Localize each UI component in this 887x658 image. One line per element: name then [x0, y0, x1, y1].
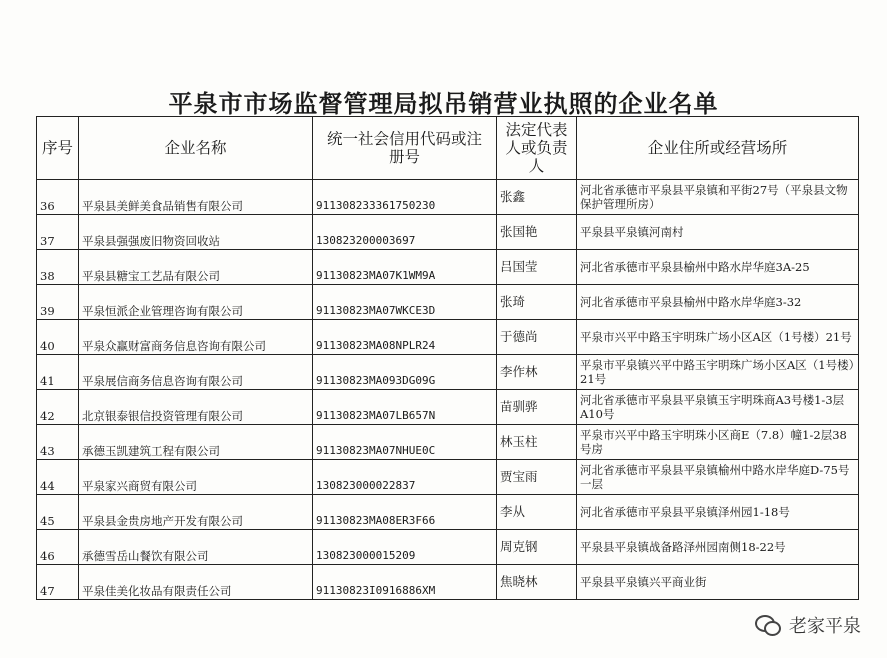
cell-person: 张琦: [497, 285, 577, 320]
cell-address: 平泉市兴平中路玉宇明珠小区商E（7.8）幢1-2层38号房: [577, 425, 859, 460]
cell-code: 130823200003697: [313, 215, 497, 250]
cell-address: 平泉市平泉镇兴平中路玉宇明珠广场小区A区（1号楼）21号: [577, 355, 859, 390]
cell-code: 91130823MA07K1WM9A: [313, 250, 497, 285]
header-name: 企业名称: [79, 117, 313, 180]
cell-code: 130823000022837: [313, 460, 497, 495]
table-row: [37, 495, 859, 530]
header-no: 序号: [37, 117, 79, 180]
table-header-row: [37, 117, 859, 180]
table-row: [37, 425, 859, 460]
cell-address: 河北省承德市平泉县平泉镇榆州中路水岸华庭D-75号一层: [577, 460, 859, 495]
cell-no: 40: [37, 320, 79, 355]
cell-no: 45: [37, 495, 79, 530]
table-row: [37, 565, 859, 600]
cell-name: 承德雪岳山餐饮有限公司: [79, 530, 313, 565]
cell-code: 91130823MA093DG09G: [313, 355, 497, 390]
cell-person: 周克钢: [497, 530, 577, 565]
cell-name: 平泉县美鲜美食品销售有限公司: [79, 180, 313, 215]
cell-person: 贾宝雨: [497, 460, 577, 495]
cell-address: 平泉县平泉镇河南村: [577, 215, 859, 250]
cell-address: 河北省承德市平泉县榆州中路水岸华庭3-32: [577, 285, 859, 320]
cell-name: 平泉展信商务信息咨询有限公司: [79, 355, 313, 390]
cell-code: 91130823MA07NHUE0C: [313, 425, 497, 460]
wechat-icon: [755, 614, 781, 636]
cell-code: 130823000015209: [313, 530, 497, 565]
cell-name: 平泉佳美化妆品有限责任公司: [79, 565, 313, 600]
footer-watermark: [755, 610, 861, 640]
cell-no: 47: [37, 565, 79, 600]
cell-person: 于德尚: [497, 320, 577, 355]
cell-name: 平泉恒派企业管理咨询有限公司: [79, 285, 313, 320]
cell-no: 42: [37, 390, 79, 425]
table-row: [37, 460, 859, 495]
cell-person: 林玉柱: [497, 425, 577, 460]
table-row: [37, 320, 859, 355]
cell-name: 平泉众赢财富商务信息咨询有限公司: [79, 320, 313, 355]
cell-code: 91130823MA08NPLR24: [313, 320, 497, 355]
cell-no: 43: [37, 425, 79, 460]
cell-no: 46: [37, 530, 79, 565]
table-row: [37, 390, 859, 425]
cell-address: 河北省承德市平泉县平泉镇玉宇明珠商A3号楼1-3层A10号: [577, 390, 859, 425]
cell-no: 38: [37, 250, 79, 285]
page-title: 平泉市市场监督管理局拟吊销营业执照的企业名单: [168, 90, 719, 118]
cell-address: 平泉县平泉镇兴平商业街: [577, 565, 859, 600]
table-row: [37, 355, 859, 390]
cell-name: 平泉县糖宝工艺品有限公司: [79, 250, 313, 285]
table-row: [37, 285, 859, 320]
cell-code: 911308233361750230: [313, 180, 497, 215]
cell-code: 91130823MA07WKCE3D: [313, 285, 497, 320]
cell-name: 承德玉凯建筑工程有限公司: [79, 425, 313, 460]
cell-code: 91130823MA08ER3F66: [313, 495, 497, 530]
cell-person: 张鑫: [497, 180, 577, 215]
cell-address: 河北省承德市平泉县平泉镇泽州园1-18号: [577, 495, 859, 530]
cell-person: 焦晓林: [497, 565, 577, 600]
header-address: 企业住所或经营场所: [577, 117, 859, 180]
cell-address: 平泉市兴平中路玉宇明珠广场小区A区（1号楼）21号: [577, 320, 859, 355]
cell-no: 41: [37, 355, 79, 390]
cell-person: 李从: [497, 495, 577, 530]
cell-address: 河北省承德市平泉县平泉镇和平街27号（平泉县文物保护管理所房）: [577, 180, 859, 215]
cell-person: 张国艳: [497, 215, 577, 250]
cell-code: 91130823I0916886XM: [313, 565, 497, 600]
cell-no: 36: [37, 180, 79, 215]
table-row: [37, 250, 859, 285]
header-code: 统一社会信用代码或注册号: [313, 117, 497, 180]
cell-name: 平泉县强强废旧物资回收站: [79, 215, 313, 250]
cell-no: 44: [37, 460, 79, 495]
cell-name: 北京银泰银信投资管理有限公司: [79, 390, 313, 425]
footer-label: 老家平泉: [789, 616, 861, 637]
cell-person: 吕国莹: [497, 250, 577, 285]
cell-address: 平泉县平泉镇战备路泽州园南侧18-22号: [577, 530, 859, 565]
company-table: [36, 116, 859, 600]
cell-no: 39: [37, 285, 79, 320]
cell-name: 平泉县金贵房地产开发有限公司: [79, 495, 313, 530]
cell-name: 平泉家兴商贸有限公司: [79, 460, 313, 495]
table-row: [37, 180, 859, 215]
table-row: [37, 530, 859, 565]
cell-person: 苗驯骅: [497, 390, 577, 425]
cell-code: 91130823MA07LB657N: [313, 390, 497, 425]
cell-address: 河北省承德市平泉县榆州中路水岸华庭3A-25: [577, 250, 859, 285]
cell-no: 37: [37, 215, 79, 250]
cell-person: 李作林: [497, 355, 577, 390]
header-person: 法定代表人或负责人: [497, 117, 577, 180]
table-row: [37, 215, 859, 250]
